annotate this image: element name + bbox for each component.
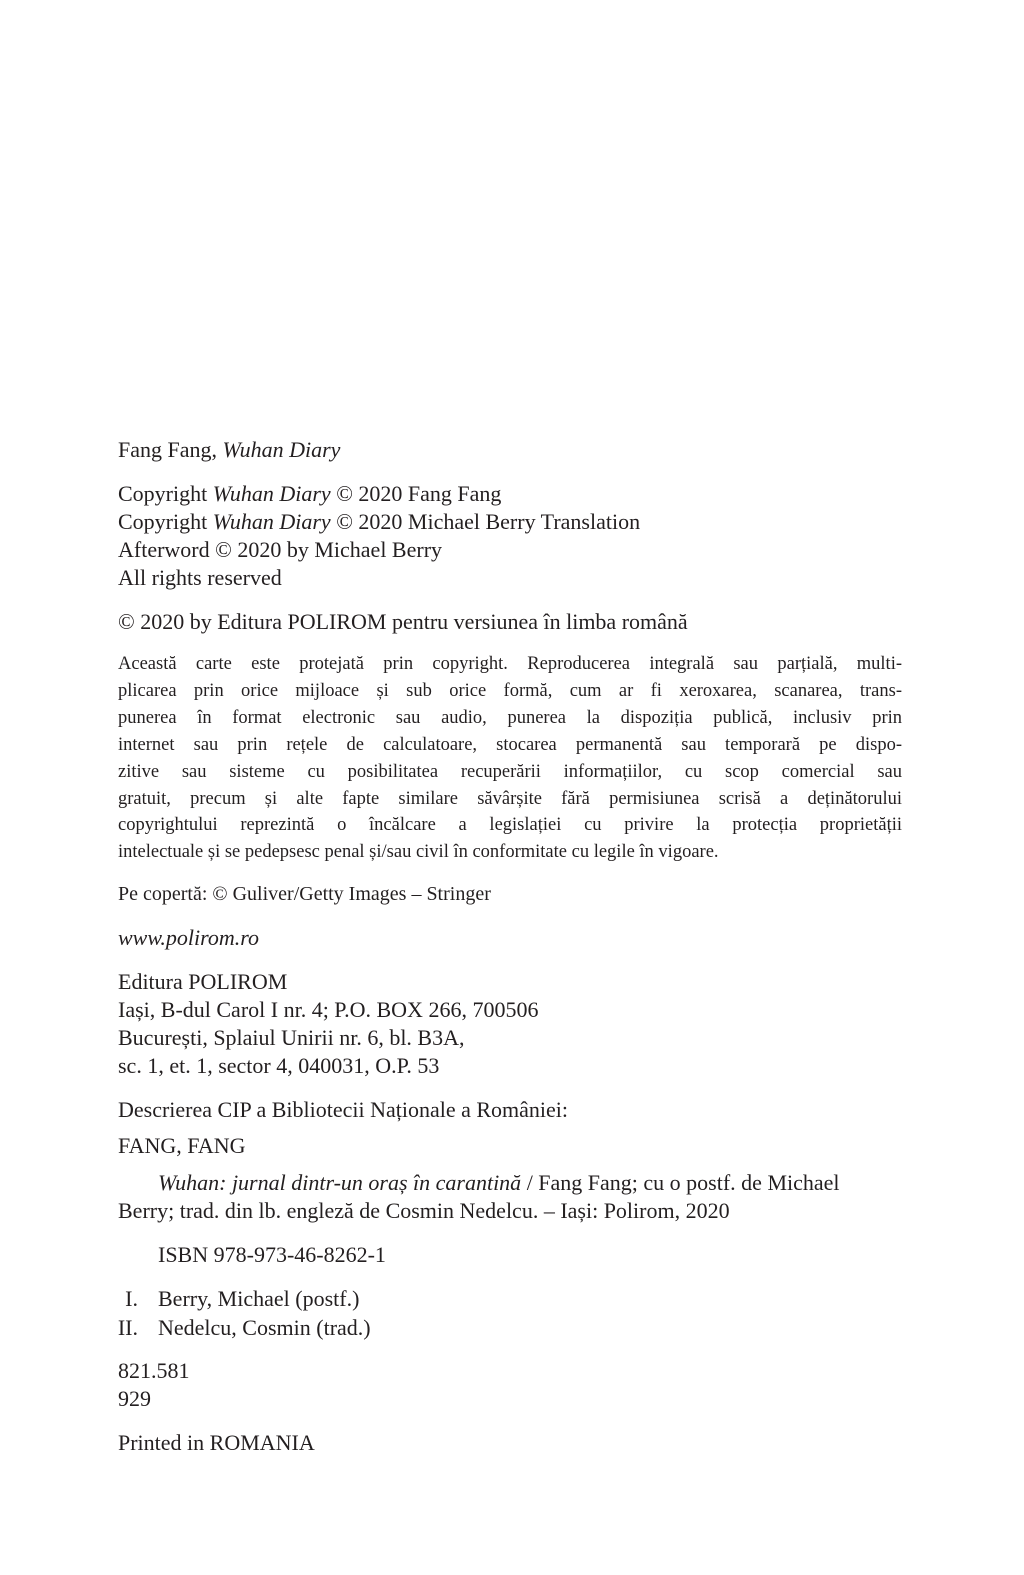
rights-line: All rights reserved (118, 565, 282, 590)
paragraph-line: copyrightului reprezintă o încălcare a legislației cu privire la protecția proprietății (118, 815, 902, 835)
publisher-address: București, Splaiul Unirii nr. 6, bl. B3A, (118, 1025, 465, 1050)
afterword-line: Afterword © 2020 by Michael Berry (118, 537, 443, 562)
paragraph-line: gratuit, precum și alte fapte similare săvârșite fără permisiunea scrisă a deținătorului (118, 789, 902, 809)
polirom-copyright: © 2020 by Editura POLIROM pentru versiunea în limba română (118, 609, 688, 634)
publisher-name: Editura POLIROM (118, 969, 288, 994)
author: Fang Fang, (118, 437, 223, 462)
cover-credit: Pe copertă: © Guliver/Getty Images – Stringer (118, 883, 491, 905)
text: Wuhan Diary (212, 481, 331, 506)
publisher-address: sc. 1, et. 1, sector 4, 040031, O.P. 53 (118, 1053, 440, 1078)
entry-text: Nedelcu, Cosmin (trad.) (158, 1315, 371, 1340)
paragraph-line: punerea în format electronic sau audio, punerea la dispoziția publică, inclusiv prin (118, 708, 902, 728)
entry-number: I. (125, 1286, 138, 1311)
book-title-line (118, 436, 340, 464)
text: Copyright (118, 509, 213, 534)
cip-title-line-2: Berry; trad. din lb. engleză de Cosmin Nedelcu. – Iași: Polirom, 2020 (118, 1198, 730, 1223)
publisher-address: Iași, B-dul Carol I nr. 4; P.O. BOX 266, 700506 (118, 997, 539, 1022)
text: Wuhan: jurnal dintr-un oraș în carantină (158, 1170, 522, 1195)
text: Wuhan Diary (212, 509, 331, 534)
entry-number: II. (117, 1315, 138, 1340)
cip-title-line (158, 1169, 840, 1197)
paragraph-line: zitive sau sisteme cu posibilitatea recuperării informațiilor, cu scop comercial sau (118, 762, 902, 782)
text: / Fang Fang; cu o postf. de Michael (521, 1170, 840, 1195)
copyright-line (118, 480, 501, 508)
cip-heading: Descrierea CIP a Bibliotecii Naționale a României: (118, 1097, 569, 1122)
book-title: Wuhan Diary (222, 437, 341, 462)
paragraph-line: Această carte este protejată prin copyright. Reproducerea integrală sau parțială, multi- (118, 654, 902, 674)
paragraph-line: internet sau prin rețele de calculatoare, stocarea permanentă sau temporară pe dispo- (118, 735, 902, 755)
printed-in: Printed in ROMANIA (118, 1430, 315, 1455)
website-link[interactable] (118, 924, 259, 952)
cip-author: FANG, FANG (118, 1133, 246, 1158)
paragraph-line: plicarea prin orice mijloace și sub orice formă, cum ar fi xeroxarea, scanarea, trans- (118, 681, 902, 701)
entry-text: Berry, Michael (postf.) (158, 1286, 360, 1311)
classification: 929 (118, 1386, 151, 1411)
classification: 821.581 (118, 1358, 190, 1383)
paragraph-line: intelectuale și se pedepsesc penal și/sau civil în conformitate cu legile în vigoare. (118, 842, 719, 862)
text: © 2020 Michael Berry Translation (330, 509, 641, 534)
copyright-line (118, 508, 640, 536)
text: Copyright (118, 481, 213, 506)
website-text[interactable]: www.polirom.ro (118, 925, 259, 950)
cip-isbn: ISBN 978-973-46-8262-1 (158, 1242, 386, 1267)
text: © 2020 Fang Fang (330, 481, 502, 506)
